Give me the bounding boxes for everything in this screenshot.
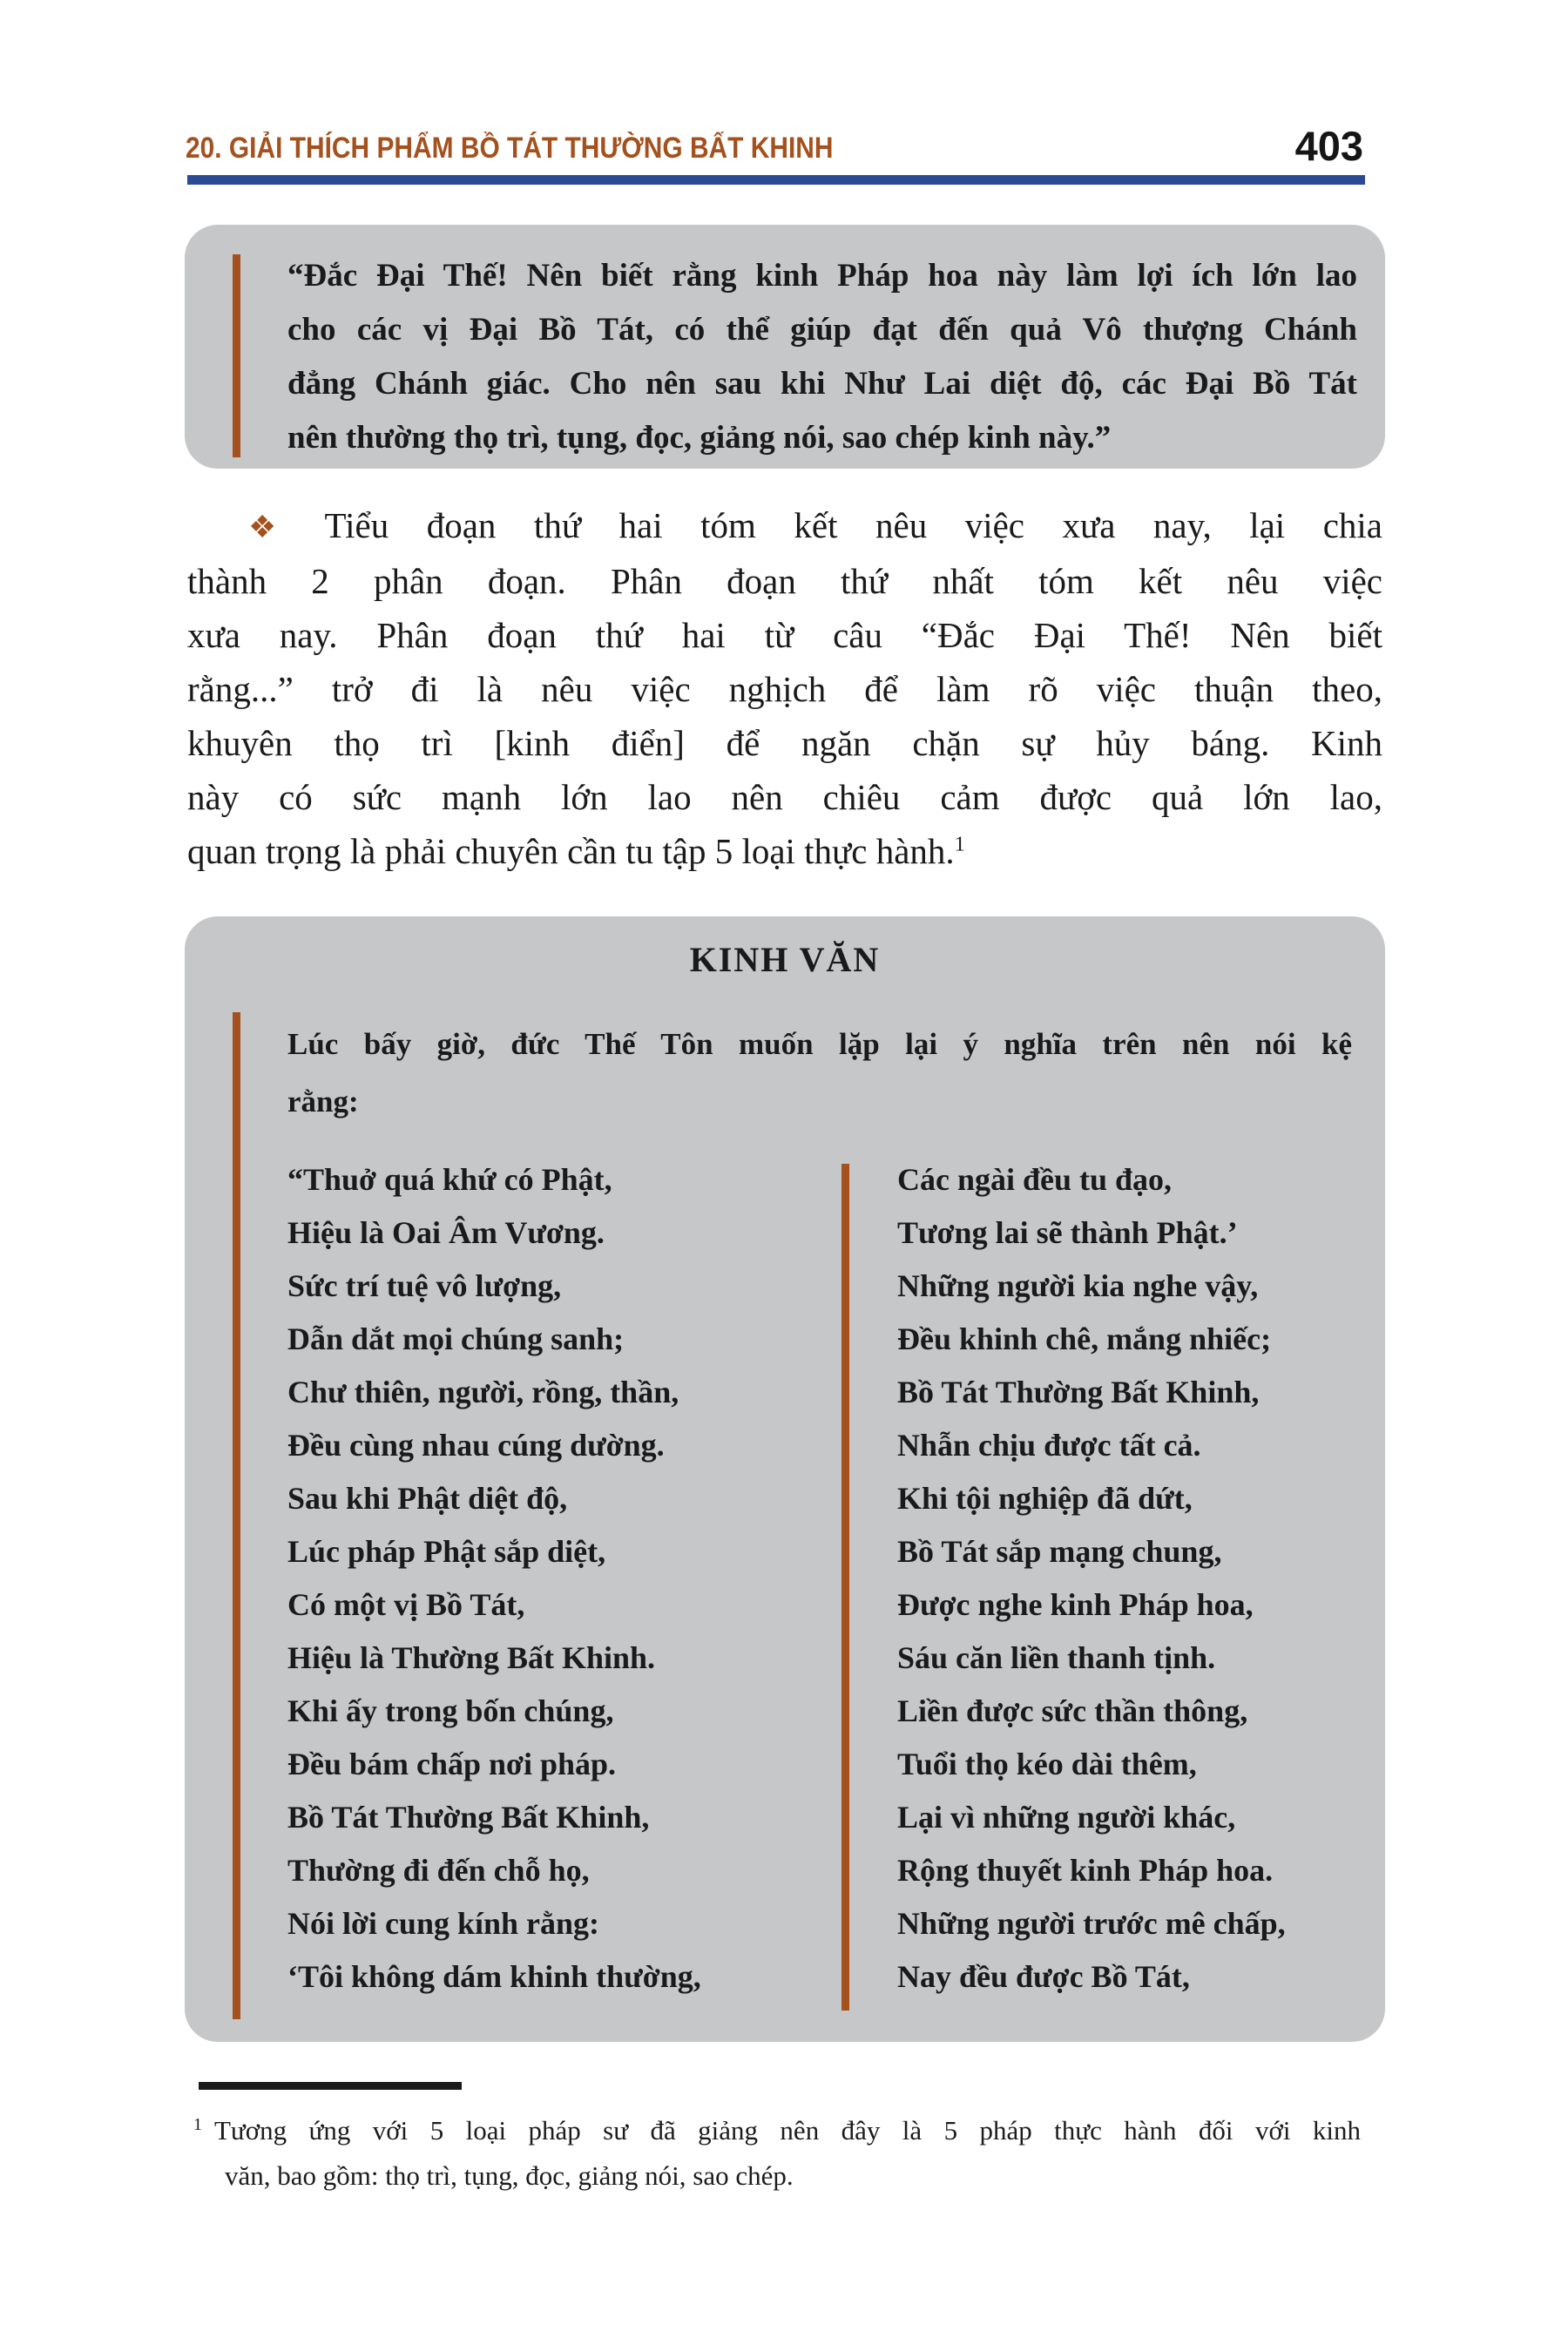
commentary-line: xưa nay. Phân đoạn thứ hai từ câu “Đắc Đại Thế! Nên biết xyxy=(187,615,1382,655)
verse-line: Sáu căn liền thanh tịnh. xyxy=(897,1640,1216,1675)
kinh-van-accent-bar xyxy=(233,1012,240,2019)
quote-line: cho các vị Đại Bồ Tát, có thể giúp đạt đến quả Vô thượng Chánh xyxy=(287,312,1357,348)
verse-line: Nay đều được Bồ Tát, xyxy=(897,1959,1190,1994)
verse-line: Bồ Tát sắp mạng chung, xyxy=(897,1534,1222,1569)
quote-accent-bar xyxy=(233,254,240,457)
commentary-line-text: Tiểu đoạn thứ hai tóm kết nêu việc xưa nay, lại chia xyxy=(324,505,1382,545)
verse-line: Đều bám chấp nơi pháp. xyxy=(287,1747,617,1781)
verse-line: Lại vì những người khác, xyxy=(897,1800,1236,1835)
verse-line: Hiệu là Oai Âm Vương. xyxy=(287,1215,605,1250)
commentary-line: rằng...” trở đi là nêu việc nghịch để làm rõ việc thuận theo, xyxy=(187,669,1382,709)
intro-line: Lúc bấy giờ, đức Thế Tôn muốn lặp lại ý nghĩa trên nên nói kệ xyxy=(287,1027,1352,1061)
verse-column-divider xyxy=(841,1164,849,2011)
verse-column-left xyxy=(287,1153,819,2004)
sutra-quote-text xyxy=(287,249,1357,465)
verse-line: Tuổi thọ kéo dài thêm, xyxy=(897,1747,1197,1781)
verse-column-right xyxy=(897,1153,1385,2004)
verse-line: ‘Tôi không dám khinh thường, xyxy=(287,1959,701,1994)
verse-line: Sau khi Phật diệt độ, xyxy=(287,1481,568,1516)
quote-line: “Đắc Đại Thế! Nên biết rằng kinh Pháp hoa này làm lợi ích lớn lao xyxy=(287,258,1357,294)
verse-line: “Thuở quá khứ có Phật, xyxy=(287,1162,612,1197)
verse-line: Đều cùng nhau cúng dường. xyxy=(287,1428,665,1463)
verse-line: Những người kia nghe vậy, xyxy=(897,1268,1259,1303)
verse-line: Bồ Tát Thường Bất Khinh, xyxy=(897,1375,1260,1409)
commentary-paragraph xyxy=(187,498,1382,878)
verse-line: Nói lời cung kính rằng: xyxy=(287,1906,600,1941)
kinh-van-intro xyxy=(287,1016,1352,1131)
verse-line: Sức trí tuệ vô lượng, xyxy=(287,1268,562,1303)
kinh-van-block xyxy=(185,916,1385,2042)
verse-line: Có một vị Bồ Tát, xyxy=(287,1587,525,1622)
verse-line: Tương lai sẽ thành Phật.’ xyxy=(897,1215,1238,1250)
commentary-line-text: quan trọng là phải chuyên cần tu tập 5 loại thực hành. xyxy=(187,831,955,871)
commentary-line: thành 2 phân đoạn. Phân đoạn thứ nhất tóm kết nêu việc xyxy=(187,561,1382,601)
footnote-reference: 1 xyxy=(954,833,965,856)
verse-line: Bồ Tát Thường Bất Khinh, xyxy=(287,1800,650,1835)
verse-line: Thường đi đến chỗ họ, xyxy=(287,1853,590,1888)
footnote-text: Tương ứng với 5 loại pháp sư đã giảng nên đây là 5 pháp thực hành đối với kinh xyxy=(214,2115,1361,2146)
verse-line: Hiệu là Thường Bất Khinh. xyxy=(287,1640,656,1675)
commentary-line: khuyên thọ trì [kinh điển] để ngăn chặn sự hủy báng. Kinh xyxy=(187,723,1382,763)
header-rule xyxy=(187,175,1365,185)
footnote-separator xyxy=(199,2082,462,2090)
verse-line: Được nghe kinh Pháp hoa, xyxy=(897,1587,1254,1622)
kinh-van-title: KINH VĂN xyxy=(689,940,881,979)
quote-line: nên thường thọ trì, tụng, đọc, giảng nói, sao chép kinh này.” xyxy=(287,420,1112,456)
verse-line: Liền được sức thần thông, xyxy=(897,1693,1248,1728)
verse-line: Rộng thuyết kinh Pháp hoa. xyxy=(897,1853,1274,1888)
verse-line: Chư thiên, người, rồng, thần, xyxy=(287,1375,679,1409)
commentary-line xyxy=(187,498,1382,554)
verse-line: Dẫn dắt mọi chúng sanh; xyxy=(287,1321,625,1356)
verse-line: Những người trước mê chấp, xyxy=(897,1906,1286,1941)
footnote-marker: 1 xyxy=(193,2114,202,2134)
page-number: 403 xyxy=(1294,123,1363,169)
footnote-line xyxy=(193,2108,1385,2153)
commentary-line: này có sức mạnh lớn lao nên chiêu cảm được quả lớn lao, xyxy=(187,777,1382,817)
commentary-line xyxy=(187,824,1382,878)
footnote-line: văn, bao gồm: thọ trì, tụng, đọc, giảng nói, sao chép. xyxy=(225,2160,794,2191)
verse-line: Đều khinh chê, mắng nhiếc; xyxy=(897,1321,1272,1356)
verse-line: Khi ấy trong bốn chúng, xyxy=(287,1693,614,1728)
verse-line: Khi tội nghiệp đã dứt, xyxy=(897,1481,1193,1516)
sutra-quote-block xyxy=(185,225,1385,469)
verse-line: Nhẫn chịu được tất cả. xyxy=(897,1428,1201,1463)
diamond-bullet-icon: ❖ xyxy=(248,510,306,544)
running-header-title: 20. GIẢI THÍCH PHẨM BỒ TÁT THƯỜNG BẤT KHINH xyxy=(186,132,834,165)
quote-line: đẳng Chánh giác. Cho nên sau khi Như Lai diệt độ, các Đại Bồ Tát xyxy=(287,366,1357,402)
intro-line: rằng: xyxy=(287,1085,359,1119)
verse-line: Lúc pháp Phật sắp diệt, xyxy=(287,1534,606,1569)
footnote xyxy=(193,2108,1385,2199)
verse-line: Các ngài đều tu đạo, xyxy=(897,1162,1173,1197)
